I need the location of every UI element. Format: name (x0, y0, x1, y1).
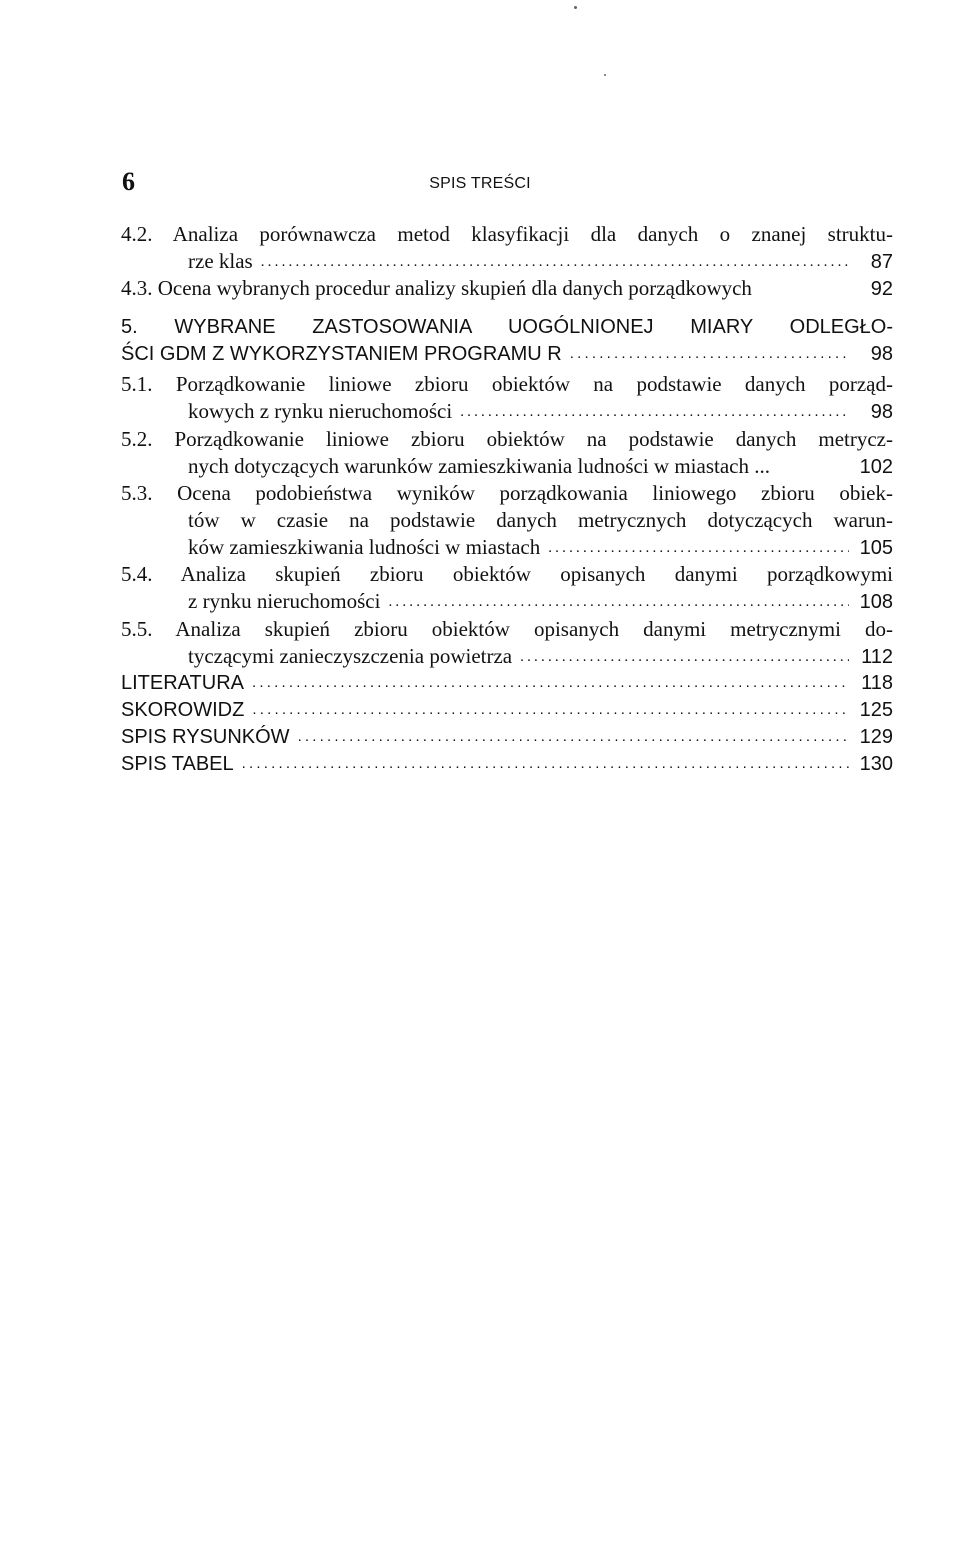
toc-entry-5-2[interactable] (121, 426, 893, 481)
toc-entry-text: rze klas (188, 248, 253, 273)
toc-entry-text: 5.4. Analiza skupień zbioru obiektów opisanych danymi porządkowymi (121, 562, 893, 586)
dot-leader (252, 697, 849, 724)
dot-leader (460, 399, 849, 426)
dot-leader (570, 341, 849, 368)
toc-entry-spis-tabel[interactable] (121, 751, 893, 780)
toc-entry-5[interactable] (121, 314, 893, 370)
toc-page-number: 102 (859, 455, 893, 478)
toc-page-number: 105 (859, 536, 893, 559)
toc-entry-text: SKOROWIDZ (121, 699, 245, 721)
toc-entry-literatura[interactable] (121, 670, 893, 699)
toc-entry-text: 5.1. Porządkowanie liniowe zbioru obiektów na podstawie danych porząd- (121, 372, 893, 396)
toc-page-number: 118 (861, 672, 893, 694)
toc-entry-spis-rysunkow[interactable] (121, 724, 893, 753)
scan-speck (574, 6, 577, 9)
dot-leader (548, 535, 849, 562)
toc-entry-text: SPIS RYSUNKÓW (121, 726, 290, 748)
toc-entry-text: ków zamieszkiwania ludności w miastach (188, 534, 541, 559)
toc-page-number: 98 (870, 400, 893, 423)
toc-entry-5-1[interactable] (121, 371, 893, 428)
toc-entry-text: 4.3. Ocena wybranych procedur analizy skupień dla danych porządkowych (121, 276, 752, 300)
toc-page-number: 112 (861, 645, 893, 668)
toc-entry-text: 5.2. Porządkowanie liniowe zbioru obiektów na podstawie danych metrycz- (121, 427, 893, 451)
dot-leader (261, 249, 849, 276)
toc-page-number: 125 (859, 699, 893, 721)
toc-entry-text: 5.5. Analiza skupień zbioru obiektów opisanych danymi metrycznymi do- (121, 617, 893, 641)
page-number: 6 (122, 167, 135, 196)
toc-page-number: 87 (870, 250, 893, 273)
dot-leader (298, 724, 849, 751)
toc-entry-text: ŚCI GDM Z WYKORZYSTANIEM PROGRAMU R (121, 342, 562, 365)
running-head: SPIS TREŚCI (429, 175, 531, 192)
toc-entry-text: 5.3. Ocena podobieństwa wyników porządkowania liniowego zbioru obiek- (121, 481, 893, 505)
toc-entry-text: LITERATURA (121, 672, 244, 694)
toc-entry-5-4[interactable] (121, 561, 893, 618)
toc-page-number: 98 (870, 342, 893, 365)
toc-page-number: 92 (870, 278, 893, 300)
dot-leader (242, 751, 849, 778)
toc-entry-4-3[interactable] (121, 275, 893, 303)
toc-entry-skorowidz[interactable] (121, 697, 893, 726)
toc-entry-5-3[interactable] (121, 480, 893, 563)
toc-entry-text: 5. WYBRANE ZASTOSOWANIA UOGÓLNIONEJ MIARY ODLEGŁO- (121, 316, 893, 338)
toc-entry-5-5[interactable] (121, 616, 893, 673)
toc-entry-text: SPIS TABEL (121, 753, 234, 775)
toc-page-number: 108 (859, 590, 893, 613)
dot-leader (388, 589, 849, 616)
toc-page-number: 129 (859, 726, 893, 748)
toc-entry-4-2[interactable] (121, 221, 893, 278)
toc-entry-text: tów w czasie na podstawie danych metrycznych dotyczących warun- (188, 507, 893, 532)
toc-entry-text: 4.2. Analiza porównawcza metod klasyfikacji dla danych o znanej struktu- (121, 222, 893, 246)
toc-page-number: 130 (859, 753, 893, 775)
toc-entry-text: z rynku nieruchomości (188, 588, 381, 613)
scan-speck (604, 74, 606, 76)
dot-leader (252, 670, 849, 697)
toc-entry-text: tyczącymi zanieczyszczenia powietrza (188, 643, 513, 668)
toc-entry-text: nych dotyczących warunków zamieszkiwania ludności w miastach ... (188, 453, 770, 478)
dot-leader (520, 644, 849, 671)
toc-entry-text: kowych z rynku nieruchomości (188, 398, 453, 423)
